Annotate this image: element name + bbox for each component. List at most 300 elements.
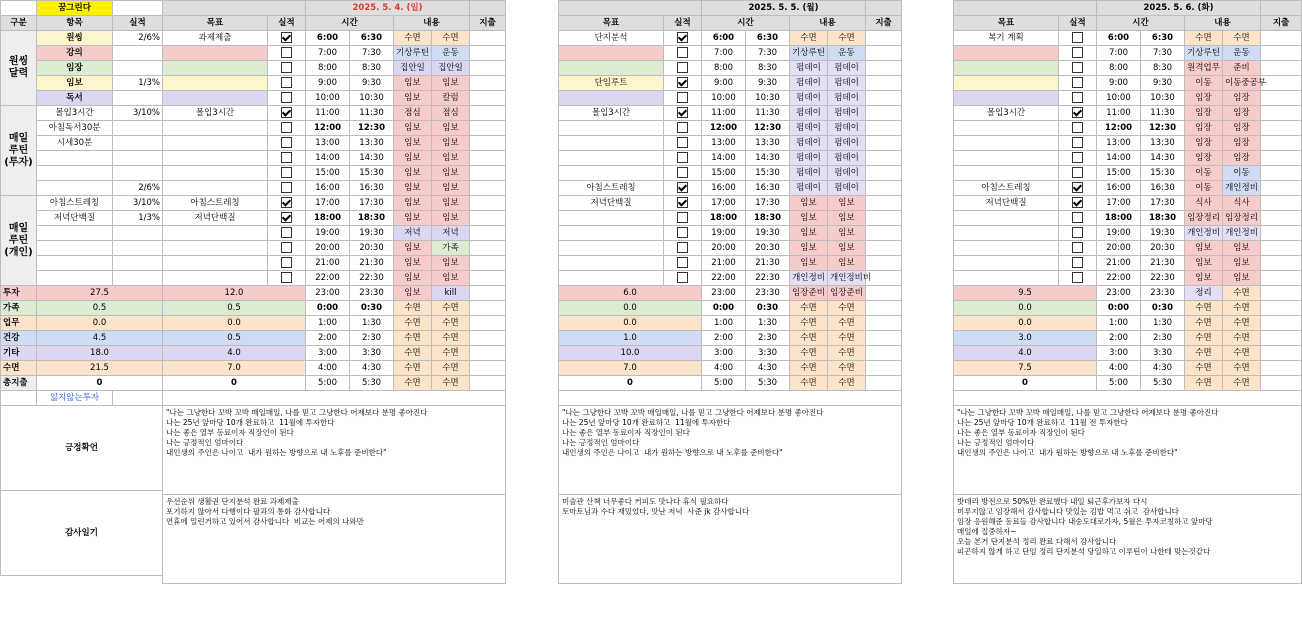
content-first[interactable]: 원격업무 bbox=[1185, 61, 1223, 76]
content-first[interactable]: 임보 bbox=[790, 241, 828, 256]
content-second[interactable]: 수면 bbox=[1223, 331, 1261, 346]
empty-checkbox-icon[interactable] bbox=[1072, 77, 1083, 88]
content-first[interactable]: 점심 bbox=[394, 106, 432, 121]
empty-checkbox-icon[interactable] bbox=[677, 122, 688, 133]
content-second[interactable]: 펌데이 bbox=[828, 76, 866, 91]
content-second[interactable]: 임보 bbox=[432, 151, 470, 166]
empty-checkbox-icon[interactable] bbox=[1072, 32, 1083, 43]
expense-cell[interactable] bbox=[866, 151, 902, 166]
expense-cell[interactable] bbox=[470, 331, 506, 346]
content-second[interactable]: 운동 bbox=[828, 46, 866, 61]
checked-checkbox-icon[interactable] bbox=[677, 197, 688, 208]
empty-checkbox-icon[interactable] bbox=[281, 122, 292, 133]
content-second[interactable]: 임장 bbox=[1223, 91, 1261, 106]
expense-cell[interactable] bbox=[866, 61, 902, 76]
content-second[interactable]: 임장 bbox=[1223, 136, 1261, 151]
invest-link[interactable]: 잃지않는투자 bbox=[37, 391, 113, 406]
content-first[interactable]: 임보 bbox=[1185, 256, 1223, 271]
expense-cell[interactable] bbox=[1261, 256, 1302, 271]
checked-checkbox-icon[interactable] bbox=[1072, 107, 1083, 118]
expense-cell[interactable] bbox=[1261, 181, 1302, 196]
content-second[interactable]: 임보 bbox=[432, 256, 470, 271]
item-perf: 1/3% bbox=[113, 211, 163, 226]
content-second[interactable]: 임보 bbox=[828, 241, 866, 256]
content-first[interactable]: 수면 bbox=[790, 376, 828, 391]
expense-cell[interactable] bbox=[1261, 331, 1302, 346]
item-name bbox=[37, 226, 113, 241]
empty-checkbox-icon[interactable] bbox=[677, 167, 688, 178]
expense-cell[interactable] bbox=[1261, 211, 1302, 226]
expense-cell[interactable] bbox=[470, 316, 506, 331]
checked-checkbox-icon[interactable] bbox=[677, 107, 688, 118]
content-second[interactable]: 펌데이 bbox=[828, 151, 866, 166]
content-second[interactable]: 임장준비 bbox=[828, 286, 866, 301]
content-first[interactable]: 수면 bbox=[394, 331, 432, 346]
expense-cell[interactable] bbox=[470, 196, 506, 211]
goal-cell: 저녁단백질 bbox=[559, 196, 664, 211]
content-first[interactable]: 임장준비 bbox=[790, 286, 828, 301]
content-first[interactable]: 임보 bbox=[394, 91, 432, 106]
expense-cell[interactable] bbox=[470, 61, 506, 76]
expense-cell[interactable] bbox=[866, 196, 902, 211]
content-second[interactable]: 수면 bbox=[1223, 316, 1261, 331]
content-first[interactable]: 펌데이 bbox=[790, 106, 828, 121]
content-second[interactable]: 펌데이 bbox=[828, 121, 866, 136]
content-second[interactable]: 수면 bbox=[432, 361, 470, 376]
time-row bbox=[559, 331, 902, 346]
content-second[interactable]: 임보 bbox=[432, 271, 470, 286]
empty-checkbox-icon[interactable] bbox=[1072, 257, 1083, 268]
content-first[interactable]: 이동 bbox=[1185, 166, 1223, 181]
expense-cell[interactable] bbox=[866, 121, 902, 136]
expense-cell[interactable] bbox=[470, 121, 506, 136]
content-first[interactable]: 임보 bbox=[394, 151, 432, 166]
content-first[interactable]: 개인정비 bbox=[1185, 226, 1223, 241]
empty-checkbox-icon[interactable] bbox=[281, 152, 292, 163]
content-first[interactable]: 개인정비 bbox=[790, 271, 828, 286]
empty-checkbox-icon[interactable] bbox=[281, 137, 292, 148]
content-second[interactable]: 개인정비 bbox=[1223, 226, 1261, 241]
empty-checkbox-icon[interactable] bbox=[677, 137, 688, 148]
content-second[interactable]: 임보 bbox=[828, 226, 866, 241]
expense-cell[interactable] bbox=[866, 106, 902, 121]
content-second[interactable]: 펌데이 bbox=[828, 61, 866, 76]
item-name bbox=[37, 271, 113, 286]
time-row bbox=[163, 121, 506, 136]
content-second[interactable]: 펌데이 bbox=[828, 106, 866, 121]
content-first[interactable]: 임장 bbox=[1185, 106, 1223, 121]
empty-checkbox-icon[interactable] bbox=[677, 62, 688, 73]
content-first[interactable]: 임보 bbox=[394, 256, 432, 271]
time-end: 17:30 bbox=[350, 196, 394, 211]
content-second[interactable]: 수면 bbox=[828, 301, 866, 316]
content-first[interactable]: 임보 bbox=[790, 226, 828, 241]
expense-cell[interactable] bbox=[1261, 301, 1302, 316]
content-second[interactable]: 펌데이 bbox=[828, 181, 866, 196]
content-second[interactable]: 가족 bbox=[432, 241, 470, 256]
expense-cell[interactable] bbox=[866, 361, 902, 376]
expense-cell[interactable] bbox=[866, 76, 902, 91]
content-first[interactable]: 기상루틴 bbox=[394, 46, 432, 61]
expense-cell[interactable] bbox=[866, 166, 902, 181]
content-first[interactable]: 임장 bbox=[1185, 151, 1223, 166]
content-second[interactable]: 임보 bbox=[1223, 271, 1261, 286]
content-first[interactable]: 수면 bbox=[790, 331, 828, 346]
content-second[interactable]: 수면 bbox=[1223, 346, 1261, 361]
content-second[interactable]: kill bbox=[432, 286, 470, 301]
content-first[interactable]: 수면 bbox=[790, 301, 828, 316]
item-name bbox=[37, 151, 113, 166]
content-first[interactable]: 수면 bbox=[790, 361, 828, 376]
content-second[interactable]: 임보 bbox=[432, 76, 470, 91]
content-second[interactable]: 칼럼 bbox=[432, 91, 470, 106]
content-second[interactable]: 운동 bbox=[432, 46, 470, 61]
expense-cell[interactable] bbox=[1261, 31, 1302, 46]
expense-cell[interactable] bbox=[866, 46, 902, 61]
expense-cell[interactable] bbox=[1261, 46, 1302, 61]
empty-checkbox-icon[interactable] bbox=[281, 47, 292, 58]
empty-checkbox-icon[interactable] bbox=[281, 227, 292, 238]
content-first[interactable]: 임보 bbox=[394, 121, 432, 136]
expense-cell[interactable] bbox=[1261, 166, 1302, 181]
time-row bbox=[163, 196, 506, 211]
content-second[interactable]: 임보 bbox=[432, 136, 470, 151]
checked-checkbox-icon[interactable] bbox=[281, 197, 292, 208]
content-second[interactable]: 운동 bbox=[1223, 46, 1261, 61]
expense-cell[interactable] bbox=[866, 226, 902, 241]
content-second[interactable]: 저녁 bbox=[432, 226, 470, 241]
content-first[interactable]: 임장 bbox=[1185, 91, 1223, 106]
content-first[interactable]: 임보 bbox=[790, 196, 828, 211]
time-start: 2:00 bbox=[1097, 331, 1141, 346]
empty-checkbox-icon[interactable] bbox=[281, 272, 292, 283]
expense-cell[interactable] bbox=[470, 241, 506, 256]
time-row bbox=[954, 106, 1302, 121]
expense-cell[interactable] bbox=[866, 256, 902, 271]
empty-checkbox-icon[interactable] bbox=[1072, 212, 1083, 223]
empty-checkbox-icon[interactable] bbox=[1072, 272, 1083, 283]
expense-cell[interactable] bbox=[1261, 271, 1302, 286]
content-first[interactable]: 수면 bbox=[1185, 316, 1223, 331]
content-first[interactable]: 정리 bbox=[1185, 286, 1223, 301]
content-first[interactable]: 임보 bbox=[394, 166, 432, 181]
empty-checkbox-icon[interactable] bbox=[677, 242, 688, 253]
goal-cell bbox=[954, 136, 1059, 151]
empty-checkbox-icon[interactable] bbox=[677, 152, 688, 163]
empty-checkbox-icon[interactable] bbox=[281, 257, 292, 268]
content-first[interactable]: 임장 bbox=[1185, 121, 1223, 136]
expense-cell[interactable] bbox=[1261, 121, 1302, 136]
content-first[interactable]: 펌데이 bbox=[790, 166, 828, 181]
content-second[interactable]: 임보 bbox=[828, 211, 866, 226]
checked-checkbox-icon[interactable] bbox=[281, 212, 292, 223]
content-second[interactable]: 식사 bbox=[1223, 196, 1261, 211]
expense-cell[interactable] bbox=[470, 91, 506, 106]
expense-cell[interactable] bbox=[866, 316, 902, 331]
empty-checkbox-icon[interactable] bbox=[1072, 167, 1083, 178]
empty-checkbox-icon[interactable] bbox=[1072, 137, 1083, 148]
expense-cell[interactable] bbox=[1261, 61, 1302, 76]
expense-cell[interactable] bbox=[470, 286, 506, 301]
content-second[interactable]: 펌데이 bbox=[828, 136, 866, 151]
checked-checkbox-icon[interactable] bbox=[1072, 197, 1083, 208]
content-first[interactable]: 임장정리 bbox=[1185, 211, 1223, 226]
expense-cell[interactable] bbox=[470, 301, 506, 316]
empty-checkbox-icon[interactable] bbox=[1072, 122, 1083, 133]
content-first[interactable]: 펌데이 bbox=[790, 136, 828, 151]
content-second[interactable]: 펌데이 bbox=[828, 91, 866, 106]
expense-cell[interactable] bbox=[470, 256, 506, 271]
expense-cell[interactable] bbox=[866, 286, 902, 301]
expense-cell[interactable] bbox=[1261, 76, 1302, 91]
empty-checkbox-icon[interactable] bbox=[281, 92, 292, 103]
time-end: 12:30 bbox=[1141, 121, 1185, 136]
empty-checkbox-icon[interactable] bbox=[281, 62, 292, 73]
expense-cell[interactable] bbox=[1261, 376, 1302, 391]
content-second[interactable]: 개인정비 bbox=[1223, 181, 1261, 196]
content-second[interactable]: 개인정비비 bbox=[828, 271, 866, 286]
checked-checkbox-icon[interactable] bbox=[1072, 182, 1083, 193]
content-second[interactable]: 이동 bbox=[1223, 166, 1261, 181]
expense-cell[interactable] bbox=[470, 166, 506, 181]
empty-checkbox-icon[interactable] bbox=[677, 47, 688, 58]
content-first[interactable]: 펌데이 bbox=[790, 181, 828, 196]
empty-checkbox-icon[interactable] bbox=[281, 182, 292, 193]
content-first[interactable]: 수면 bbox=[790, 346, 828, 361]
content-first[interactable]: 수면 bbox=[1185, 301, 1223, 316]
content-second[interactable]: 수면 bbox=[432, 331, 470, 346]
expense-cell[interactable] bbox=[470, 271, 506, 286]
content-first[interactable]: 임장 bbox=[1185, 136, 1223, 151]
checked-checkbox-icon[interactable] bbox=[677, 77, 688, 88]
content-second[interactable]: 임보 bbox=[432, 121, 470, 136]
content-second[interactable]: 임보 bbox=[1223, 256, 1261, 271]
goal-cell bbox=[163, 121, 268, 136]
content-first[interactable]: 이동 bbox=[1185, 76, 1223, 91]
content-first[interactable]: 임보 bbox=[1185, 271, 1223, 286]
content-first[interactable]: 임보 bbox=[790, 211, 828, 226]
expense-cell[interactable] bbox=[470, 136, 506, 151]
expense-cell[interactable] bbox=[470, 76, 506, 91]
content-first[interactable]: 임보 bbox=[394, 181, 432, 196]
content-first[interactable]: 수면 bbox=[394, 301, 432, 316]
content-first[interactable]: 수면 bbox=[1185, 346, 1223, 361]
empty-checkbox-icon[interactable] bbox=[1072, 152, 1083, 163]
content-first[interactable]: 임보 bbox=[394, 211, 432, 226]
content-first[interactable]: 임보 bbox=[394, 136, 432, 151]
content-first[interactable]: 수면 bbox=[790, 31, 828, 46]
content-first[interactable]: 수면 bbox=[1185, 376, 1223, 391]
content-first[interactable]: 펌데이 bbox=[790, 91, 828, 106]
content-first[interactable]: 이동 bbox=[1185, 181, 1223, 196]
checked-checkbox-icon[interactable] bbox=[677, 182, 688, 193]
content-first[interactable]: 임보 bbox=[394, 76, 432, 91]
content-first[interactable]: 수면 bbox=[790, 316, 828, 331]
expense-cell[interactable] bbox=[866, 241, 902, 256]
content-second[interactable]: 수면 bbox=[828, 346, 866, 361]
expense-cell[interactable] bbox=[1261, 91, 1302, 106]
content-first[interactable]: 임보 bbox=[394, 286, 432, 301]
content-second[interactable]: 수면 bbox=[828, 376, 866, 391]
expense-cell[interactable] bbox=[866, 376, 902, 391]
time-start: 13:00 bbox=[1097, 136, 1141, 151]
expense-cell[interactable] bbox=[1261, 196, 1302, 211]
expense-cell[interactable] bbox=[866, 211, 902, 226]
link-spacer-2 bbox=[113, 391, 163, 406]
empty-checkbox-icon[interactable] bbox=[281, 242, 292, 253]
content-second[interactable]: 수면 bbox=[828, 31, 866, 46]
summary-label: 가족 bbox=[1, 301, 37, 316]
empty-checkbox-icon[interactable] bbox=[1072, 242, 1083, 253]
expense-cell[interactable] bbox=[470, 346, 506, 361]
content-first[interactable]: 수면 bbox=[394, 376, 432, 391]
content-second[interactable]: 수면 bbox=[828, 316, 866, 331]
content-second[interactable]: 임보 bbox=[432, 196, 470, 211]
expense-cell[interactable] bbox=[470, 226, 506, 241]
content-second[interactable]: 임보 bbox=[828, 256, 866, 271]
expense-cell[interactable] bbox=[1261, 136, 1302, 151]
content-second[interactable]: 임보 bbox=[828, 196, 866, 211]
content-first[interactable]: 임보 bbox=[394, 196, 432, 211]
content-second[interactable]: 수면 bbox=[1223, 31, 1261, 46]
content-first[interactable]: 임보 bbox=[1185, 241, 1223, 256]
content-second[interactable]: 수면 bbox=[1223, 286, 1261, 301]
expense-cell[interactable] bbox=[470, 211, 506, 226]
content-first[interactable]: 수면 bbox=[1185, 361, 1223, 376]
expense-cell[interactable] bbox=[470, 181, 506, 196]
expense-cell[interactable] bbox=[470, 151, 506, 166]
empty-checkbox-icon[interactable] bbox=[1072, 227, 1083, 238]
checked-checkbox-icon[interactable] bbox=[677, 32, 688, 43]
empty-checkbox-icon[interactable] bbox=[677, 272, 688, 283]
content-second[interactable]: 임보 bbox=[432, 211, 470, 226]
content-first[interactable]: 펌데이 bbox=[790, 61, 828, 76]
goal-cell bbox=[954, 256, 1059, 271]
goal-cell bbox=[559, 136, 664, 151]
content-second[interactable]: 수면 bbox=[828, 331, 866, 346]
empty-checkbox-icon[interactable] bbox=[677, 212, 688, 223]
expense-cell[interactable] bbox=[470, 106, 506, 121]
checked-checkbox-icon[interactable] bbox=[281, 107, 292, 118]
content-first[interactable]: 임보 bbox=[394, 271, 432, 286]
content-second[interactable]: 임장 bbox=[1223, 151, 1261, 166]
content-second[interactable]: 펌데이 bbox=[828, 166, 866, 181]
time-row bbox=[954, 376, 1302, 391]
expense-cell[interactable] bbox=[866, 346, 902, 361]
done-checkbox-cell bbox=[268, 196, 306, 211]
content-second[interactable]: 수면 bbox=[1223, 301, 1261, 316]
content-first[interactable]: 임보 bbox=[790, 256, 828, 271]
expense-cell[interactable] bbox=[1261, 346, 1302, 361]
content-first[interactable]: 임보 bbox=[394, 241, 432, 256]
expense-cell[interactable] bbox=[470, 46, 506, 61]
content-second[interactable]: 점심 bbox=[432, 106, 470, 121]
content-first[interactable]: 펌데이 bbox=[790, 76, 828, 91]
time-end: 5:30 bbox=[1141, 376, 1185, 391]
expense-cell[interactable] bbox=[1261, 241, 1302, 256]
empty-checkbox-icon[interactable] bbox=[1072, 62, 1083, 73]
content-first[interactable]: 저녁 bbox=[394, 226, 432, 241]
content-second[interactable]: 집안일 bbox=[432, 61, 470, 76]
content-second[interactable]: 수면 bbox=[432, 346, 470, 361]
expense-cell[interactable] bbox=[866, 91, 902, 106]
time-start: 16:00 bbox=[702, 181, 746, 196]
expense-cell[interactable] bbox=[1261, 316, 1302, 331]
content-second[interactable]: 임장정리 bbox=[1223, 211, 1261, 226]
col-content: 내용 bbox=[790, 16, 866, 31]
content-second[interactable]: 수면 bbox=[828, 361, 866, 376]
expense-cell[interactable] bbox=[1261, 361, 1302, 376]
content-first[interactable]: 집안일 bbox=[394, 61, 432, 76]
time-start: 4:00 bbox=[702, 361, 746, 376]
empty-checkbox-icon[interactable] bbox=[677, 257, 688, 268]
content-second[interactable]: 수면 bbox=[432, 376, 470, 391]
time-end: 16:30 bbox=[1141, 181, 1185, 196]
content-first[interactable]: 펌데이 bbox=[790, 121, 828, 136]
empty-checkbox-icon[interactable] bbox=[677, 227, 688, 238]
expense-cell[interactable] bbox=[1261, 106, 1302, 121]
group-label: 원씽 달력 bbox=[1, 31, 37, 106]
content-second[interactable]: 준비 bbox=[1223, 61, 1261, 76]
content-second[interactable]: 임보 bbox=[1223, 241, 1261, 256]
content-first[interactable]: 수면 bbox=[394, 316, 432, 331]
content-first[interactable]: 수면 bbox=[394, 31, 432, 46]
expense-cell[interactable] bbox=[866, 136, 902, 151]
expense-cell[interactable] bbox=[1261, 151, 1302, 166]
expense-cell[interactable] bbox=[1261, 226, 1302, 241]
time-row bbox=[163, 271, 506, 286]
empty-checkbox-icon[interactable] bbox=[281, 167, 292, 178]
content-second[interactable]: 수면 bbox=[1223, 376, 1261, 391]
content-second[interactable]: 수면 bbox=[1223, 361, 1261, 376]
content-first[interactable]: 펌데이 bbox=[790, 151, 828, 166]
done-checkbox-cell bbox=[664, 91, 702, 106]
time-end: 20:30 bbox=[1141, 241, 1185, 256]
content-second[interactable]: 이동중공부 bbox=[1223, 76, 1261, 91]
content-first[interactable]: 수면 bbox=[1185, 31, 1223, 46]
col-time: 시간 bbox=[1097, 16, 1185, 31]
expense-cell[interactable] bbox=[470, 376, 506, 391]
content-second[interactable]: 임보 bbox=[432, 166, 470, 181]
expense-cell[interactable] bbox=[470, 361, 506, 376]
empty-checkbox-icon[interactable] bbox=[281, 77, 292, 88]
content-second[interactable]: 임장 bbox=[1223, 106, 1261, 121]
content-first[interactable]: 기상루틴 bbox=[1185, 46, 1223, 61]
expense-cell[interactable] bbox=[470, 31, 506, 46]
content-second[interactable]: 수면 bbox=[432, 31, 470, 46]
content-second[interactable]: 임보 bbox=[432, 181, 470, 196]
content-first[interactable]: 기상루틴 bbox=[790, 46, 828, 61]
checked-checkbox-icon[interactable] bbox=[281, 32, 292, 43]
empty-checkbox-icon[interactable] bbox=[677, 92, 688, 103]
expense-cell[interactable] bbox=[866, 181, 902, 196]
time-end: 8:30 bbox=[350, 61, 394, 76]
content-first[interactable]: 수면 bbox=[1185, 331, 1223, 346]
content-second[interactable]: 수면 bbox=[432, 316, 470, 331]
goal-cell bbox=[163, 241, 268, 256]
empty-checkbox-icon[interactable] bbox=[1072, 92, 1083, 103]
content-first[interactable]: 수면 bbox=[394, 346, 432, 361]
content-second[interactable]: 수면 bbox=[432, 301, 470, 316]
expense-cell[interactable] bbox=[866, 331, 902, 346]
content-second[interactable]: 임장 bbox=[1223, 121, 1261, 136]
expense-cell[interactable] bbox=[1261, 286, 1302, 301]
expense-cell[interactable] bbox=[866, 31, 902, 46]
expense-cell[interactable] bbox=[866, 301, 902, 316]
empty-checkbox-icon[interactable] bbox=[1072, 47, 1083, 58]
content-first[interactable]: 수면 bbox=[394, 361, 432, 376]
content-first[interactable]: 식사 bbox=[1185, 196, 1223, 211]
